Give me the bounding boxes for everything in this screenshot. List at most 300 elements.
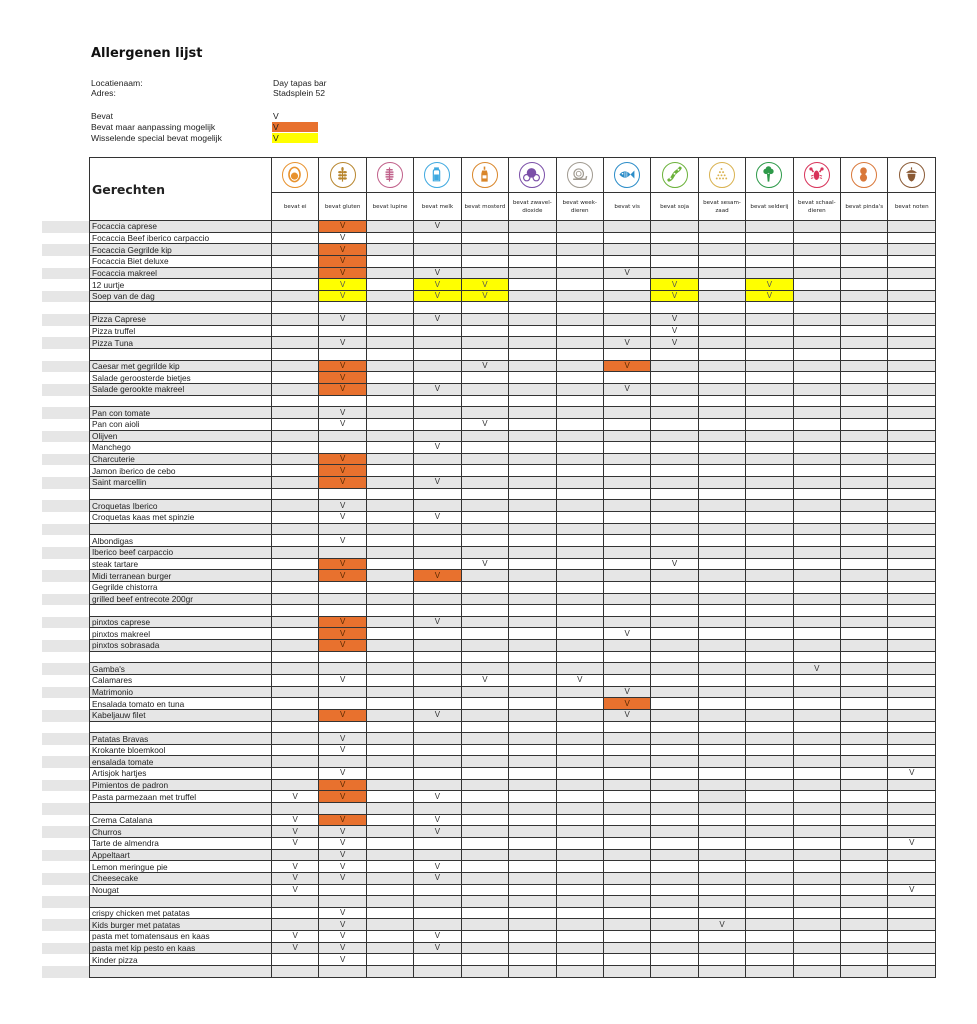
allergen-cell-noten [888,395,936,407]
allergen-cell-melk [414,255,461,267]
allergen-cell-gluten [319,581,366,593]
allergen-cell-zwavel [509,383,556,395]
allergen-cell-vis [603,744,650,756]
allergen-cell-gluten [319,395,366,407]
legend-label-special: Wisselende special bevat mogelijk [91,133,222,143]
allergen-cell-ei [272,756,319,768]
column-header-soja: bevat soja [651,193,698,221]
allergen-cell-mosterd [461,919,508,931]
allergen-cell-lupine [366,267,413,279]
allergen-cell-selderij [746,244,793,256]
allergen-cell-ei [272,488,319,500]
column-icon-cell-soja [651,158,698,193]
allergen-cell-vis [603,884,650,896]
allergen-cell-pinda [841,814,888,826]
allergen-cell-schaal [793,721,840,733]
allergen-cell-noten [888,686,936,698]
allergen-cell-melk [414,488,461,500]
row-stripe [42,675,89,687]
allergen-cell-pinda [841,954,888,966]
table-row [90,570,936,582]
allergen-cell-week [556,314,603,326]
allergen-cell-lupine [366,709,413,721]
allergen-cell-week [556,803,603,815]
table-row [90,337,936,349]
table-row [90,593,936,605]
allergen-cell-ei [272,907,319,919]
allergen-cell-ei: V [272,884,319,896]
allergen-cell-ei [272,570,319,582]
column-header-selderij: bevat selderij [746,193,793,221]
allergen-cell-vis [603,395,650,407]
allergen-cell-week [556,221,603,233]
allergen-cell-gluten: V [319,744,366,756]
allergen-cell-week [556,896,603,908]
allergen-cell-melk: V [414,814,461,826]
allergen-cell-noten [888,383,936,395]
allergen-cell-sesam [698,453,745,465]
allergen-cell-pinda [841,896,888,908]
dish-name: Pan con aioli [90,418,272,430]
allergen-cell-zwavel [509,651,556,663]
allergen-cell-schaal [793,907,840,919]
allergen-cell-lupine [366,966,413,978]
allergen-cell-sesam [698,849,745,861]
allergen-cell-vis [603,756,650,768]
allergen-cell-vis [603,302,650,314]
allergen-cell-soja [651,779,698,791]
allergen-cell-schaal [793,500,840,512]
allergen-cell-schaal [793,418,840,430]
allergen-cell-lupine [366,500,413,512]
allergen-cell-schaal [793,581,840,593]
allergen-cell-selderij [746,931,793,943]
dish-name: Kids burger met patatas [90,919,272,931]
allergen-cell-vis: V [603,383,650,395]
allergen-cell-noten [888,872,936,884]
allergen-cell-ei [272,255,319,267]
allergen-cell-mosterd: V [461,674,508,686]
row-stripe [42,698,89,710]
allergen-cell-zwavel [509,628,556,640]
table-row [90,919,936,931]
allergen-cell-pinda [841,756,888,768]
allergen-cell-vis [603,535,650,547]
allergen-cell-soja [651,744,698,756]
allergen-cell-soja [651,616,698,628]
allergen-cell-gluten [319,546,366,558]
allergen-cell-soja [651,663,698,675]
allergen-cell-zwavel [509,407,556,419]
allergen-cell-lupine [366,360,413,372]
allergen-cell-melk [414,418,461,430]
allergen-cell-pinda [841,325,888,337]
allergen-cell-vis [603,477,650,489]
column-icon-cell-lupine [366,158,413,193]
allergen-cell-zwavel [509,535,556,547]
allergen-cell-zwavel [509,966,556,978]
allergen-cell-lupine [366,884,413,896]
allergen-cell-gluten: V [319,314,366,326]
allergen-cell-soja [651,593,698,605]
allergen-cell-ei [272,616,319,628]
allergen-cell-mosterd [461,884,508,896]
allergen-cell-melk [414,360,461,372]
allergen-cell-lupine [366,733,413,745]
allergen-cell-zwavel [509,698,556,710]
allergen-cell-selderij [746,628,793,640]
allergen-cell-pinda [841,430,888,442]
allergen-cell-melk: V [414,477,461,489]
allergen-cell-pinda [841,570,888,582]
allergen-cell-melk [414,768,461,780]
allergen-cell-sesam [698,465,745,477]
allergen-cell-sesam [698,325,745,337]
allergen-cell-mosterd [461,593,508,605]
legend-label-contains: Bevat [91,111,113,121]
allergen-cell-gluten [319,896,366,908]
table-row-spacer [90,605,936,617]
row-stripe [42,512,89,524]
allergen-cell-week [556,232,603,244]
allergen-cell-selderij [746,942,793,954]
allergen-table [89,157,936,978]
allergen-cell-schaal [793,337,840,349]
allergen-cell-week [556,651,603,663]
allergen-cell-vis: V [603,267,650,279]
allergen-cell-week [556,849,603,861]
allergen-cell-lupine [366,558,413,570]
table-row [90,500,936,512]
allergen-cell-vis [603,232,650,244]
allergen-cell-selderij [746,453,793,465]
allergen-cell-lupine [366,768,413,780]
allergen-cell-selderij [746,255,793,267]
allergen-cell-gluten: V [319,768,366,780]
row-stripe [42,500,89,512]
table-row [90,442,936,454]
allergen-cell-vis [603,768,650,780]
allergen-cell-selderij [746,686,793,698]
allergen-cell-sesam [698,942,745,954]
allergen-cell-melk [414,372,461,384]
column-header-zwavel: bevat zwavel-dioxide [509,193,556,221]
allergen-cell-noten [888,942,936,954]
allergen-cell-gluten: V [319,640,366,652]
allergen-cell-sesam [698,698,745,710]
allergen-cell-zwavel [509,267,556,279]
allergen-cell-soja [651,546,698,558]
allergen-cell-mosterd [461,477,508,489]
allergen-cell-vis [603,640,650,652]
allergen-cell-melk: V [414,616,461,628]
allergen-cell-melk [414,558,461,570]
allergen-cell-lupine [366,395,413,407]
table-row [90,244,936,256]
allergen-cell-gluten [319,651,366,663]
allergen-cell-soja [651,488,698,500]
table-row [90,686,936,698]
dish-name: pasta met kip pesto en kaas [90,942,272,954]
snail-icon [567,162,593,188]
allergen-cell-gluten: V [319,628,366,640]
dish-name: Olijven [90,430,272,442]
allergen-cell-noten [888,442,936,454]
allergen-cell-sesam [698,535,745,547]
allergen-cell-mosterd [461,512,508,524]
dish-name [90,651,272,663]
allergen-cell-soja [651,255,698,267]
allergen-cell-pinda [841,942,888,954]
allergen-cell-gluten: V [319,849,366,861]
allergen-cell-zwavel [509,581,556,593]
allergen-cell-week [556,500,603,512]
allergen-cell-melk [414,244,461,256]
allergen-cell-noten [888,896,936,908]
allergen-cell-soja [651,907,698,919]
allergen-cell-sesam [698,442,745,454]
allergen-cell-ei: V [272,931,319,943]
allergen-cell-noten [888,290,936,302]
allergen-cell-vis [603,837,650,849]
table-row [90,453,936,465]
column-header-noten: bevat noten [888,193,936,221]
allergen-cell-week [556,430,603,442]
allergen-cell-pinda [841,674,888,686]
dish-name [90,803,272,815]
allergen-cell-selderij [746,966,793,978]
allergen-cell-soja [651,465,698,477]
table-row [90,232,936,244]
dish-name [90,302,272,314]
allergen-cell-zwavel [509,558,556,570]
allergen-cell-selderij [746,395,793,407]
allergen-cell-pinda [841,512,888,524]
allergen-cell-pinda [841,442,888,454]
allergen-cell-vis [603,442,650,454]
allergen-cell-pinda [841,919,888,931]
allergen-cell-soja [651,861,698,873]
allergen-cell-schaal [793,884,840,896]
allergen-cell-schaal [793,349,840,361]
row-stripe [42,349,89,361]
allergen-cell-gluten [319,523,366,535]
allergen-cell-lupine [366,837,413,849]
allergen-cell-gluten: V [319,733,366,745]
dish-name: Iberico beef carpaccio [90,546,272,558]
acorn-icon [899,162,925,188]
allergen-cell-pinda [841,558,888,570]
dish-name: Kinder pizza [90,954,272,966]
dish-name: Focaccia Biet deluxe [90,255,272,267]
allergen-cell-ei [272,232,319,244]
soy-bean-icon [662,162,688,188]
allergen-cell-sesam [698,500,745,512]
allergen-cell-zwavel [509,861,556,873]
allergen-cell-selderij [746,756,793,768]
allergen-cell-pinda [841,372,888,384]
allergen-cell-noten [888,221,936,233]
allergen-cell-selderij [746,570,793,582]
allergen-cell-mosterd [461,221,508,233]
allergen-cell-vis [603,616,650,628]
allergen-cell-mosterd [461,651,508,663]
allergen-cell-lupine [366,931,413,943]
allergen-cell-sesam [698,430,745,442]
allergen-cell-noten [888,791,936,803]
allergen-cell-week [556,861,603,873]
allergen-cell-sesam [698,593,745,605]
allergen-cell-noten [888,709,936,721]
allergen-cell-gluten [319,488,366,500]
allergen-cell-schaal [793,826,840,838]
allergen-cell-zwavel [509,791,556,803]
allergen-cell-melk [414,546,461,558]
allergen-cell-schaal: V [793,663,840,675]
column-icon-cell-schaal [793,158,840,193]
allergen-cell-week [556,663,603,675]
allergen-cell-noten [888,418,936,430]
allergen-cell-selderij [746,477,793,489]
allergen-cell-noten [888,232,936,244]
dish-name: Ensalada tomato en tuna [90,698,272,710]
allergen-cell-soja [651,500,698,512]
allergen-cell-sesam [698,512,745,524]
allergen-cell-week [556,372,603,384]
allergen-cell-selderij [746,349,793,361]
allergen-cell-selderij [746,430,793,442]
allergen-cell-zwavel [509,372,556,384]
milk-bottle-icon [424,162,450,188]
allergen-cell-selderij: V [746,279,793,291]
table-row [90,733,936,745]
allergen-cell-lupine [366,651,413,663]
table-row [90,814,936,826]
allergen-cell-noten [888,826,936,838]
allergen-cell-melk: V [414,279,461,291]
allergen-cell-week [556,837,603,849]
allergen-cell-sesam [698,861,745,873]
allergen-cell-lupine [366,442,413,454]
allergen-cell-week [556,686,603,698]
allergen-cell-week [556,558,603,570]
allergen-cell-pinda [841,628,888,640]
allergen-cell-ei [272,779,319,791]
allergen-cell-mosterd [461,628,508,640]
allergen-cell-pinda [841,907,888,919]
allergen-cell-gluten: V [319,360,366,372]
allergen-cell-noten [888,407,936,419]
allergen-cell-schaal [793,698,840,710]
legend-swatch-special: V [272,133,318,143]
allergen-cell-noten [888,954,936,966]
allergen-cell-week [556,721,603,733]
allergen-cell-pinda [841,791,888,803]
dish-name: Tarte de almendra [90,837,272,849]
allergen-cell-schaal [793,523,840,535]
row-stripe [42,768,89,780]
allergen-cell-noten [888,849,936,861]
allergen-cell-melk: V [414,872,461,884]
allergen-cell-pinda [841,407,888,419]
allergen-cell-mosterd [461,570,508,582]
allergen-cell-zwavel [509,593,556,605]
allergen-cell-week [556,290,603,302]
allergen-cell-week [556,418,603,430]
row-stripe [42,791,89,803]
row-stripe [42,407,89,419]
column-icon-cell-sesam [698,158,745,193]
allergen-cell-sesam [698,279,745,291]
allergen-cell-selderij [746,593,793,605]
table-row [90,512,936,524]
allergen-cell-soja [651,733,698,745]
allergen-cell-schaal [793,442,840,454]
allergen-cell-schaal [793,314,840,326]
dish-name: pasta met tomatensaus en kaas [90,931,272,943]
allergen-cell-gluten: V [319,919,366,931]
allergen-cell-vis [603,314,650,326]
allergen-cell-melk [414,605,461,617]
allergen-cell-vis [603,779,650,791]
allergen-cell-vis [603,244,650,256]
allergen-cell-zwavel [509,360,556,372]
dish-name: Artisjok hartjes [90,768,272,780]
allergen-cell-gluten: V [319,244,366,256]
allergen-cell-selderij [746,733,793,745]
allergen-cell-vis [603,814,650,826]
allergen-cell-soja [651,512,698,524]
allergen-cell-melk [414,907,461,919]
allergen-cell-sesam [698,663,745,675]
allergen-cell-melk: V [414,314,461,326]
allergen-cell-soja [651,395,698,407]
row-stripe [42,826,89,838]
dish-name: Gamba's [90,663,272,675]
allergen-cell-schaal [793,686,840,698]
allergen-cell-week [556,919,603,931]
dish-name: Lemon meringue pie [90,861,272,873]
allergen-cell-sesam [698,814,745,826]
allergen-cell-soja [651,651,698,663]
dish-name: Focaccia makreel [90,267,272,279]
allergen-cell-schaal [793,640,840,652]
allergen-cell-sesam [698,546,745,558]
allergen-cell-zwavel [509,395,556,407]
allergen-cell-mosterd [461,337,508,349]
allergen-cell-noten [888,360,936,372]
allergen-cell-sesam [698,523,745,535]
allergen-cell-soja [651,872,698,884]
allergen-cell-schaal [793,290,840,302]
allergen-cell-vis [603,733,650,745]
allergen-cell-soja [651,581,698,593]
allergen-cell-mosterd [461,791,508,803]
dish-name: Jamon iberico de cebo [90,465,272,477]
allergen-cell-schaal [793,372,840,384]
allergen-cell-sesam [698,931,745,943]
allergen-cell-soja [651,686,698,698]
allergen-cell-ei [272,290,319,302]
allergen-cell-pinda [841,605,888,617]
row-stripe [42,454,89,466]
allergen-cell-mosterd [461,744,508,756]
allergen-cell-pinda [841,488,888,500]
allergen-cell-gluten: V [319,337,366,349]
allergen-cell-lupine [366,290,413,302]
allergen-cell-zwavel [509,942,556,954]
allergen-cell-soja: V [651,290,698,302]
